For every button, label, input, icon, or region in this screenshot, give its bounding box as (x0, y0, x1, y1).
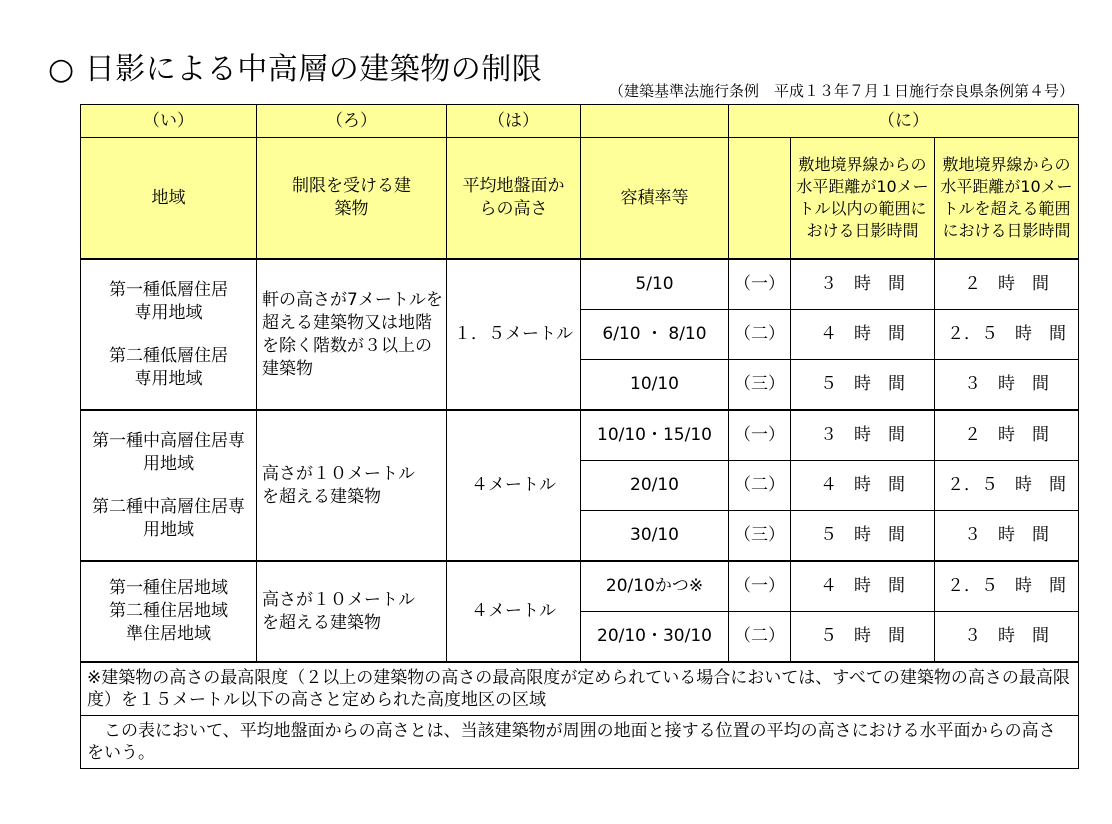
area-cell (81, 259, 257, 410)
beyond-hours: ３ 時 間 (935, 360, 1079, 411)
header-seigen: 制限を受ける建築物 (257, 138, 447, 260)
header-row-2 (81, 138, 1079, 260)
row-number: （一） (729, 410, 791, 461)
row-number: （三） (729, 360, 791, 411)
within-hours: ３ 時 間 (791, 410, 935, 461)
header-heikin: 平均地盤面からの高さ (447, 138, 581, 260)
header-chiiki: 地域 (81, 138, 257, 260)
area-cell (81, 410, 257, 561)
beyond-hours: ２ 時 間 (935, 259, 1079, 310)
area-cell (81, 561, 257, 662)
row-number: （一） (729, 561, 791, 612)
ratio-cell: 20/10 (581, 461, 729, 511)
row-number: （二） (729, 612, 791, 663)
height-cell: １．５メートル (447, 259, 581, 410)
area-name: 準住居地域 (126, 624, 211, 644)
note-row (81, 716, 1079, 769)
shadow-restriction-table (80, 104, 1079, 769)
area-name: 第二種低層住居専用地域 (109, 345, 228, 389)
ratio-cell: 6/10 ・ 8/10 (581, 310, 729, 360)
table-row (81, 410, 1079, 461)
beyond-hours: ２．５ 時 間 (935, 310, 1079, 360)
beyond-hours: ２．５ 時 間 (935, 561, 1079, 612)
within-hours: ５ 時 間 (791, 511, 935, 562)
source-citation: （建築基準法施行条例 平成１３年７月１日施行奈良県条例第４号） (608, 82, 1074, 100)
area-name: 第一種低層住居専用地域 (109, 279, 228, 323)
ratio-cell: 30/10 (581, 511, 729, 562)
ratio-cell: 20/10・30/10 (581, 612, 729, 663)
note-row (81, 662, 1079, 716)
ratio-cell: 5/10 (581, 259, 729, 310)
header-blank-num (729, 138, 791, 260)
row-number: （二） (729, 310, 791, 360)
row-number: （二） (729, 461, 791, 511)
area-name: 第二種中高層住居専用地域 (92, 496, 245, 540)
building-cell: 高さが１０メートルを超える建築物 (257, 561, 447, 662)
beyond-hours: ３ 時 間 (935, 612, 1079, 663)
beyond-hours: ２．５ 時 間 (935, 461, 1079, 511)
within-hours: ４ 時 間 (791, 561, 935, 612)
col-header-ro: （ろ） (257, 105, 447, 138)
row-number: （三） (729, 511, 791, 562)
page-title: ○ 日影による中高層の建築物の制限 (48, 52, 543, 87)
building-cell: 高さが１０メートルを超える建築物 (257, 410, 447, 561)
ratio-cell: 10/10・15/10 (581, 410, 729, 461)
area-name: 第一種住居地域 (109, 578, 228, 598)
header-within-10m: 敷地境界線からの水平距離が10メートル以内の範囲における日影時間 (791, 138, 935, 260)
area-name: 第二種住居地域 (109, 601, 228, 621)
within-hours: ５ 時 間 (791, 360, 935, 411)
footnote-definition: この表において、平均地盤面からの高さとは、当該建築物が周囲の地面と接する位置の平均の高さにおける水平面からの高さをいう。 (81, 716, 1079, 769)
beyond-hours: ３ 時 間 (935, 511, 1079, 562)
within-hours: ３ 時 間 (791, 259, 935, 310)
building-cell: 軒の高さが7メートルを超える建築物又は地階を除く階数が３以上の建築物 (257, 259, 447, 410)
within-hours: ５ 時 間 (791, 612, 935, 663)
within-hours: ４ 時 間 (791, 310, 935, 360)
height-cell: ４メートル (447, 561, 581, 662)
ratio-cell: 10/10 (581, 360, 729, 411)
col-header-blank (581, 105, 729, 138)
footnote-asterisk: ※建築物の高さの最高限度（２以上の建築物の高さの最高限度が定められている場合においては、すべての建築物の高さの最高限度）を１５メートル以下の高さと定められた高度地区の区域 (81, 662, 1079, 716)
height-cell: ４メートル (447, 410, 581, 561)
beyond-hours: ２ 時 間 (935, 410, 1079, 461)
col-header-ha: （は） (447, 105, 581, 138)
header-beyond-10m: 敷地境界線からの水平距離が10メートルを超える範囲における日影時間 (935, 138, 1079, 260)
header-row-1 (81, 105, 1079, 138)
table-row (81, 259, 1079, 310)
row-number: （一） (729, 259, 791, 310)
col-header-ni: （に） (729, 105, 1079, 138)
within-hours: ４ 時 間 (791, 461, 935, 511)
header-yoseki: 容積率等 (581, 138, 729, 260)
area-name: 第一種中高層住居専用地域 (92, 430, 245, 474)
col-header-i: （い） (81, 105, 257, 138)
ratio-cell: 20/10かつ※ (581, 561, 729, 612)
table-row (81, 561, 1079, 612)
